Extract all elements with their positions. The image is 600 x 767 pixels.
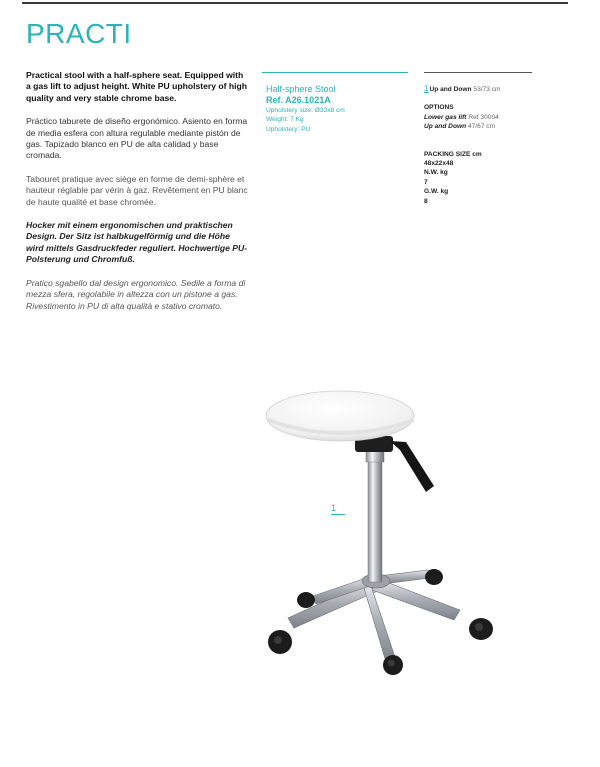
net-weight-value: 7 [424, 178, 428, 186]
product-ref: Ref. A26.1021A [266, 95, 331, 105]
page-title: PRACTI [26, 18, 132, 49]
gross-weight-label: G.W. kg [424, 188, 449, 196]
top-rule [22, 2, 568, 4]
packing-size: 48x22x48 [424, 160, 454, 168]
info-column [424, 84, 574, 206]
option-row [424, 122, 574, 131]
variant-number: 1 [424, 84, 429, 93]
gas-piston [366, 448, 384, 582]
gross-weight-value: 8 [424, 197, 428, 205]
option-row [424, 113, 574, 122]
height-lever [390, 441, 434, 492]
option-label: Up and Down [424, 123, 467, 131]
option-label: Lower gas lift [424, 113, 467, 121]
description-english: Practical stool with a half-sphere seat. Equipped with a gas lift to adjust height. White PU upholstery of high quality and very stable chrome base. [26, 70, 248, 103]
options-heading: OPTIONS [424, 104, 454, 112]
variant-label: Up and Down [429, 86, 472, 93]
variant-value: 53/73 cm [473, 86, 501, 93]
description-column [26, 70, 248, 324]
description-french: Tabouret pratique avec siège en forme de demi-sphère et hauteur réglable par vérin à gaz. Revêtement en PU blanc de haute qualité et base chromée. [26, 173, 248, 207]
net-weight-label: N.W. kg [424, 169, 448, 177]
product-name: Half-sphere Stool [266, 84, 336, 94]
description-spanish: Práctico taburete de diseño ergonómico. Asiento en forma de media esfera con altura regulable mediante pistón de gas. Tapizado blanco en PU de alta calidad y base cromada. [26, 116, 248, 161]
description-italian: Pratico sgabello dal design ergonomico. Sedile a forma di mezza sfera, regolabile in altezza con un pistone a gas. Rivestimento in PU di alta qualità e stativo cromato. [26, 277, 246, 311]
spec-column [266, 84, 416, 134]
spec-weight: Weight: 7 Kg [266, 116, 304, 124]
figure-callout: 1 [331, 503, 337, 513]
spec-rule [262, 72, 408, 73]
spec-upholstery: Upholstery: PU [266, 125, 311, 133]
spec-upholstery-size: Upholstery size: Ø33x8 cm [266, 107, 345, 114]
variant-row [424, 84, 574, 94]
stool-image [258, 378, 508, 678]
seat-cushion [266, 391, 414, 441]
option-value: Ref 30004 [468, 113, 499, 121]
info-rule [424, 72, 532, 73]
option-value: 47/67 cm [467, 123, 496, 131]
packing-heading: PACKING SIZE cm [424, 150, 482, 158]
description-german: Hocker mit einem ergonomischen und praktischen Design. Der Sitz ist halbkugelförmig und die Höhe wird mittels Gasdruckfeder reguliert. Hochwertige PU-Polsterung und Chromfuß. [26, 220, 248, 265]
